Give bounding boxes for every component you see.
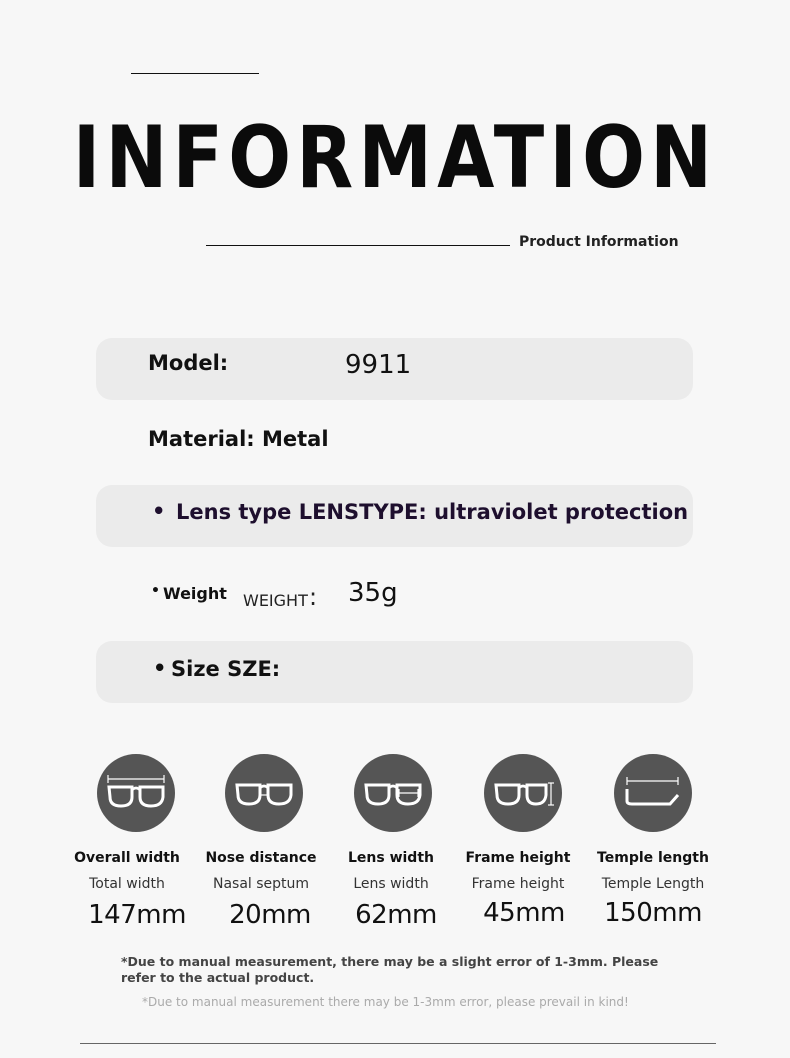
size-value-nose-distance: 20mm [229,900,311,930]
page-title: INFORMATION [72,108,718,208]
size-sub-frame-height: Frame height [471,876,565,892]
glasses-lens-width-icon [354,754,432,832]
glasses-overall-width-icon [97,754,175,832]
glasses-nose-distance-icon [225,754,303,832]
weight-label: Weight [163,584,227,603]
size-label-overall-width: Overall width [74,850,180,866]
weight-value: 35g [348,578,398,608]
subtitle-rule [206,245,510,246]
size-label: Size SZE: [171,657,281,681]
size-label-lens-width: Lens width [347,850,434,866]
size-value-lens-width: 62mm [355,900,437,930]
material-text: Material: Metal [148,427,329,451]
size-sub-lens-width: Lens width [353,876,429,892]
model-value: 9911 [345,350,412,380]
size-bullet: • [153,656,167,680]
weight-colon: : [309,583,318,611]
size-label-temple-length: Temple length [597,850,709,866]
lens-bullet: • [152,499,166,523]
weight-en-label: WEIGHT [243,591,308,610]
size-sub-nose-distance: Nasal septum [212,876,310,892]
glasses-frame-height-icon [484,754,562,832]
size-value-temple-length: 150mm [604,898,702,928]
bottom-rule [80,1043,716,1044]
size-sub-temple-length: Temple Length [601,876,705,892]
lens-type-text: Lens type LENSTYPE: ultraviolet protection [176,500,689,524]
weight-bullet: • [151,583,160,599]
model-label: Model: [148,351,229,375]
size-value-overall-width: 147mm [88,900,186,930]
page-subtitle: Product Information [519,234,679,250]
top-rule [131,73,259,74]
size-value-frame-height: 45mm [483,898,565,928]
size-label-nose-distance: Nose distance [205,850,317,866]
size-sub-overall-width: Total width [89,876,165,892]
size-label-frame-height: Frame height [465,850,571,866]
measurement-note: *Due to manual measurement, there may be a slight error of 1-3mm. Please refer to the actual product. [121,954,659,985]
glasses-temple-length-icon [614,754,692,832]
measurement-note-secondary: *Due to manual measurement there may be 1-3mm error, please prevail in kind! [142,995,629,1009]
